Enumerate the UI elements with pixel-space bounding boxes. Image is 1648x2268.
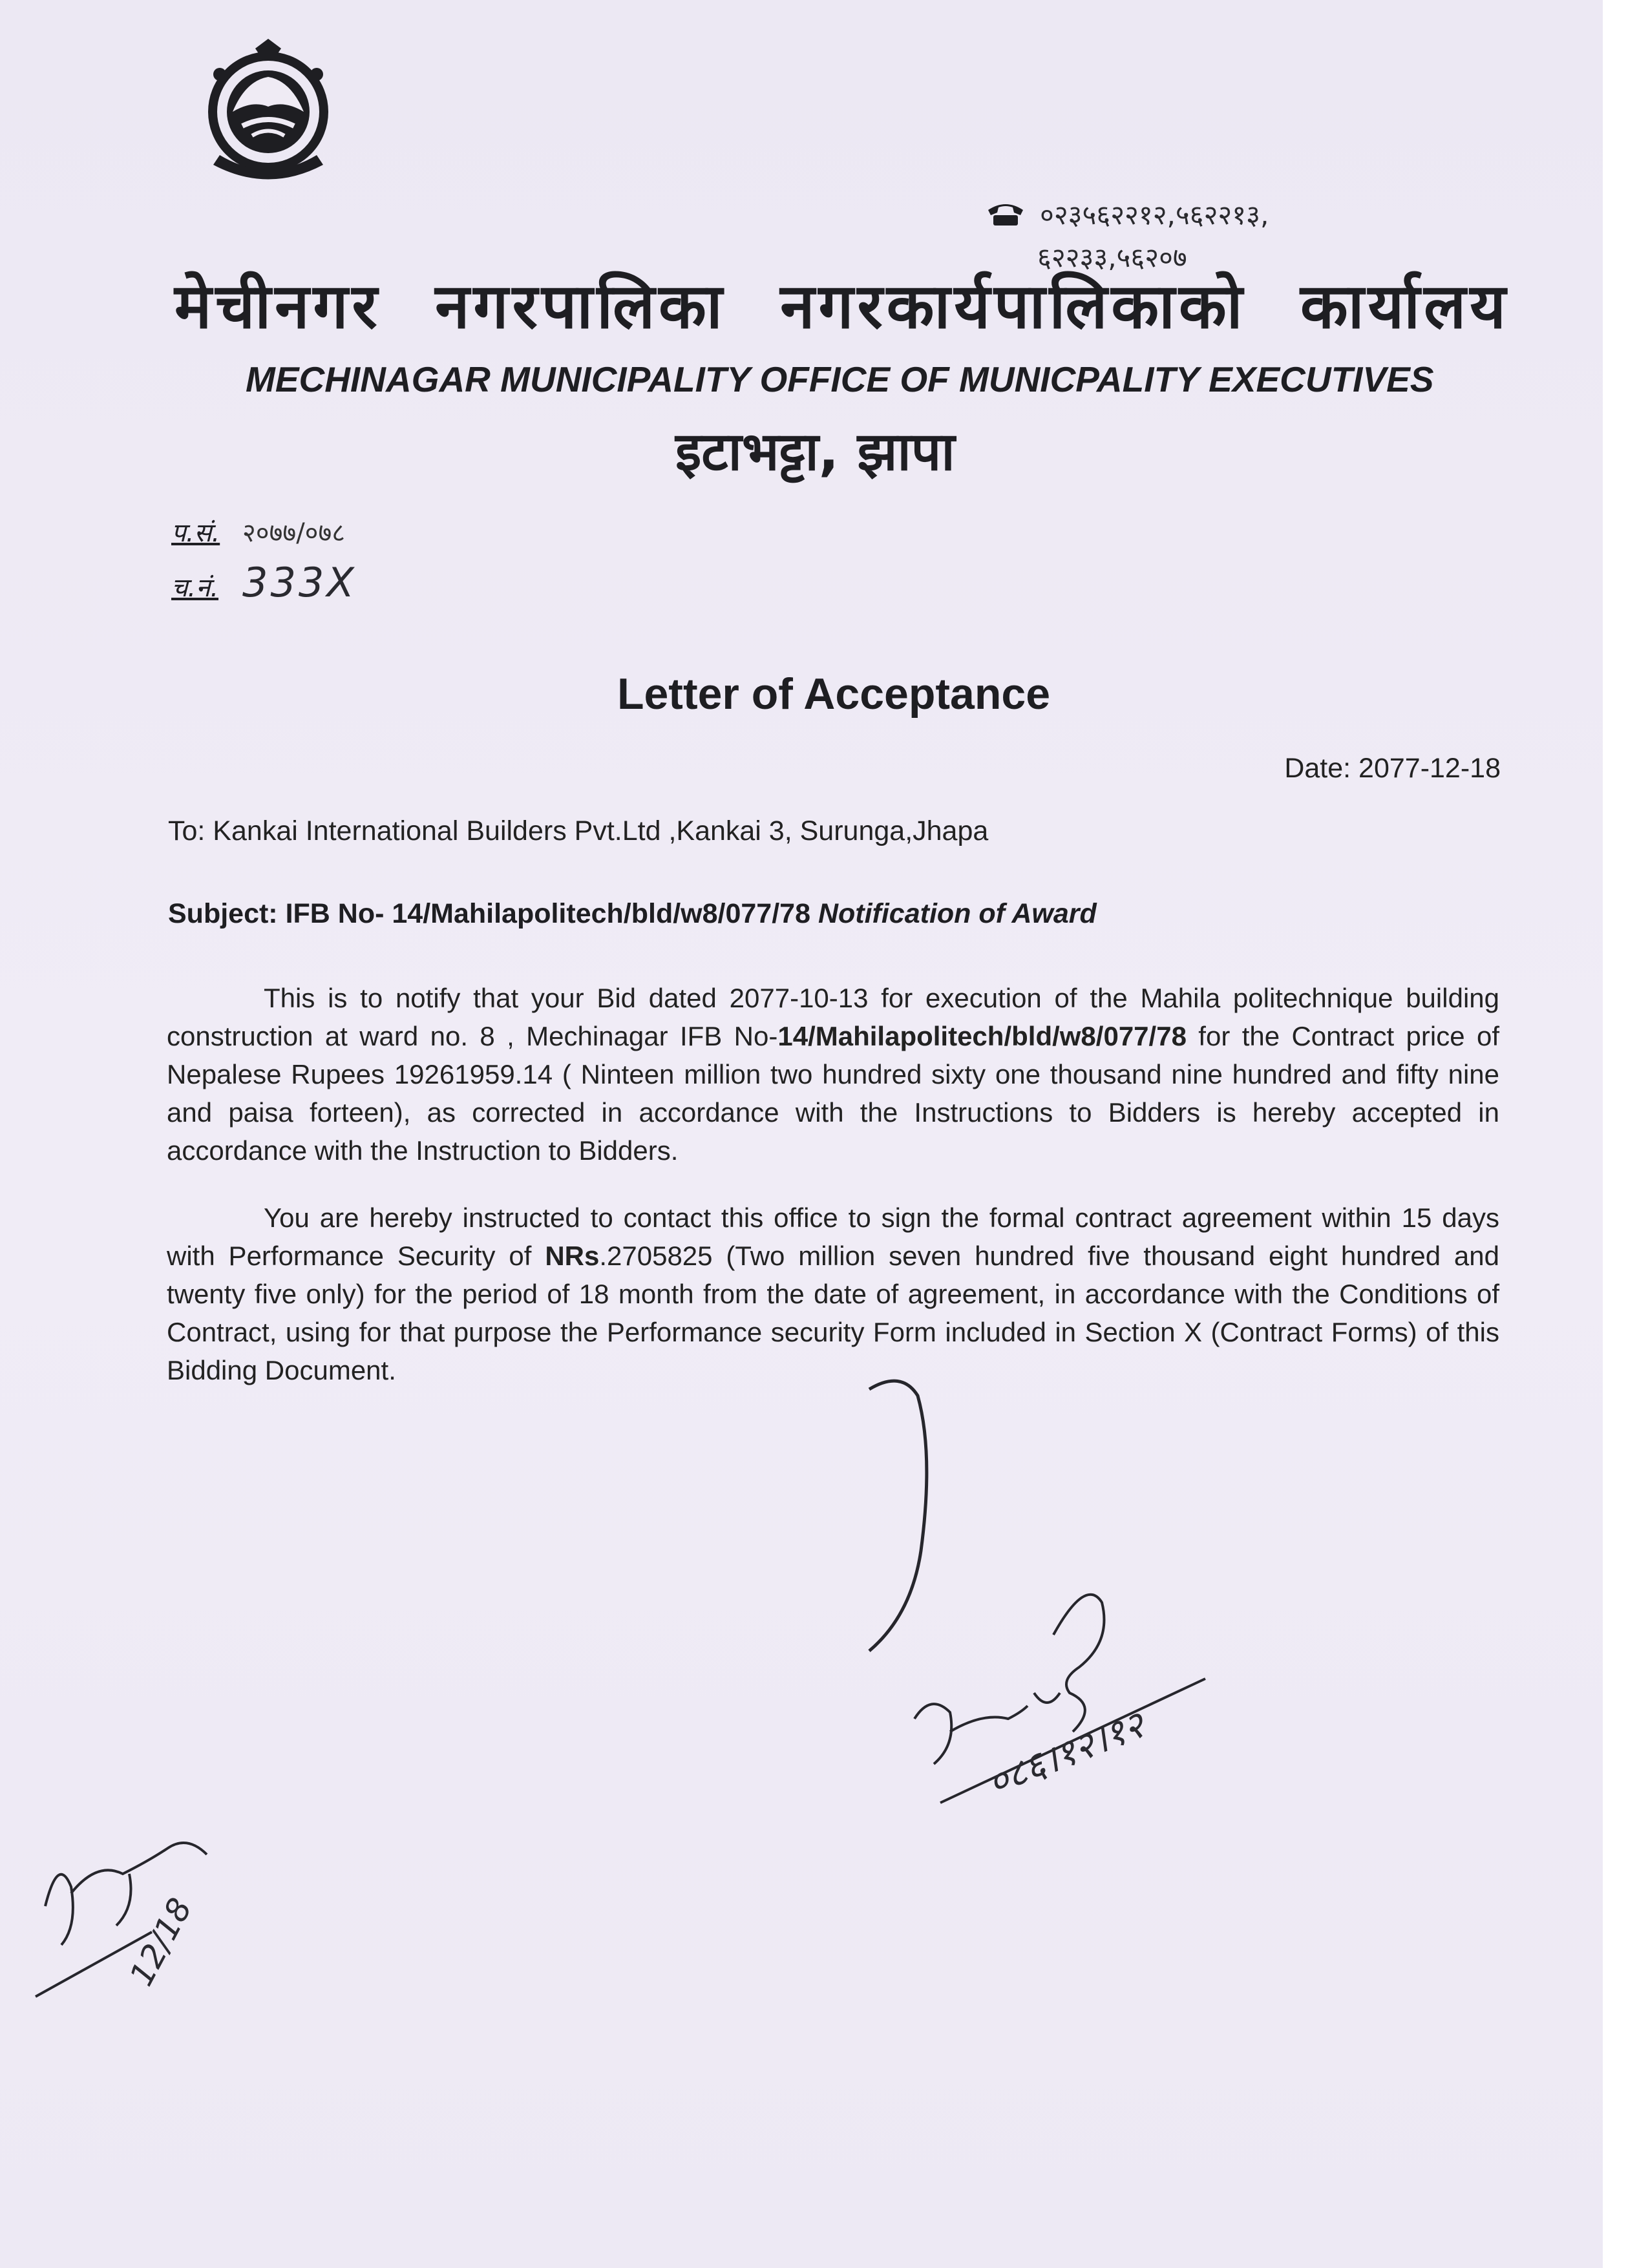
letter-heading: Letter of Acceptance bbox=[617, 669, 1051, 719]
office-title-english: MECHINAGAR MUNICIPALITY OFFICE OF MUNICPALITY EXECUTIVES bbox=[246, 359, 1434, 399]
subject-title: Notification of Award bbox=[818, 898, 1097, 929]
reference-block bbox=[171, 514, 357, 604]
government-emblem-logo bbox=[194, 36, 343, 184]
letter-subject bbox=[168, 898, 1097, 930]
paragraph-contract-instruction bbox=[167, 1199, 1499, 1389]
para2-text-b: .2705825 (Two million seven hundred five thousand eight hundred and twenty five only) for the period of 18 month from the date of agreement, in accordance with the Conditions of Contract, using for that purpose the Performance security Form included in Section X (Contract Forms) of this Bidding Document. bbox=[167, 1241, 1499, 1385]
dispatch-number-label: च.नं. bbox=[171, 573, 219, 603]
phone-line-1: ०२३५६२२१२,५६२२१३, bbox=[1040, 199, 1269, 231]
scan-margin bbox=[1603, 0, 1648, 2268]
paragraph-award-notice bbox=[167, 979, 1499, 1170]
office-title-nepali: मेचीनगर नगरपालिका नगरकार्यपालिकाको कार्यालय bbox=[174, 270, 1510, 342]
dispatch-number-value: 333X bbox=[242, 559, 357, 606]
para1-text-b: for the Contract price of Nepalese Rupees 19261959.14 ( Ninteen million two hundred sixty one thousand nine hundred and fifty nine and paisa forteen), as corrected in accordance with the Instructions to Bidders is hereby accepted in accordance with the Instruction to Bidders. bbox=[167, 1021, 1499, 1166]
letter-recipient: To: Kankai International Builders Pvt.Ltd ,Kankai 3, Surunga,Jhapa bbox=[168, 815, 989, 846]
telephone-icon bbox=[986, 201, 1026, 227]
para1-text-a: This is to notify that your Bid dated 2077-10-13 for execution of the Mahila politechnique building construction at ward no. 8 , Mechinagar IFB No- bbox=[167, 983, 1499, 1051]
subject-label: Subject: IFB No- 14/Mahilapolitech/bld/w8/077/78 bbox=[168, 898, 810, 929]
fiscal-year-row bbox=[171, 514, 357, 559]
fiscal-year-value: २०७७/०७८ bbox=[242, 518, 346, 548]
dispatch-number-row bbox=[171, 559, 357, 604]
initials-date: 12/18 bbox=[122, 1892, 200, 1992]
fiscal-year-label: प.सं. bbox=[171, 518, 220, 548]
para2-text-a: You are hereby instructed to contact this office to sign the formal contract agreement within 15 days with Performance Security of bbox=[167, 1202, 1499, 1271]
para1-ifb-number: 14/Mahilapolitech/bld/w8/077/78 bbox=[777, 1021, 1187, 1051]
office-location-nepali: इटाभट्टा, झापा bbox=[675, 421, 955, 483]
para2-currency: NRs bbox=[545, 1241, 600, 1271]
officer-signature-date: ०८६।१२।१२ bbox=[981, 1702, 1151, 1805]
letter-date: Date: 2077-12-18 bbox=[1284, 753, 1501, 784]
phone-line-2: ६२२३३,५६२०७ bbox=[1037, 242, 1187, 273]
